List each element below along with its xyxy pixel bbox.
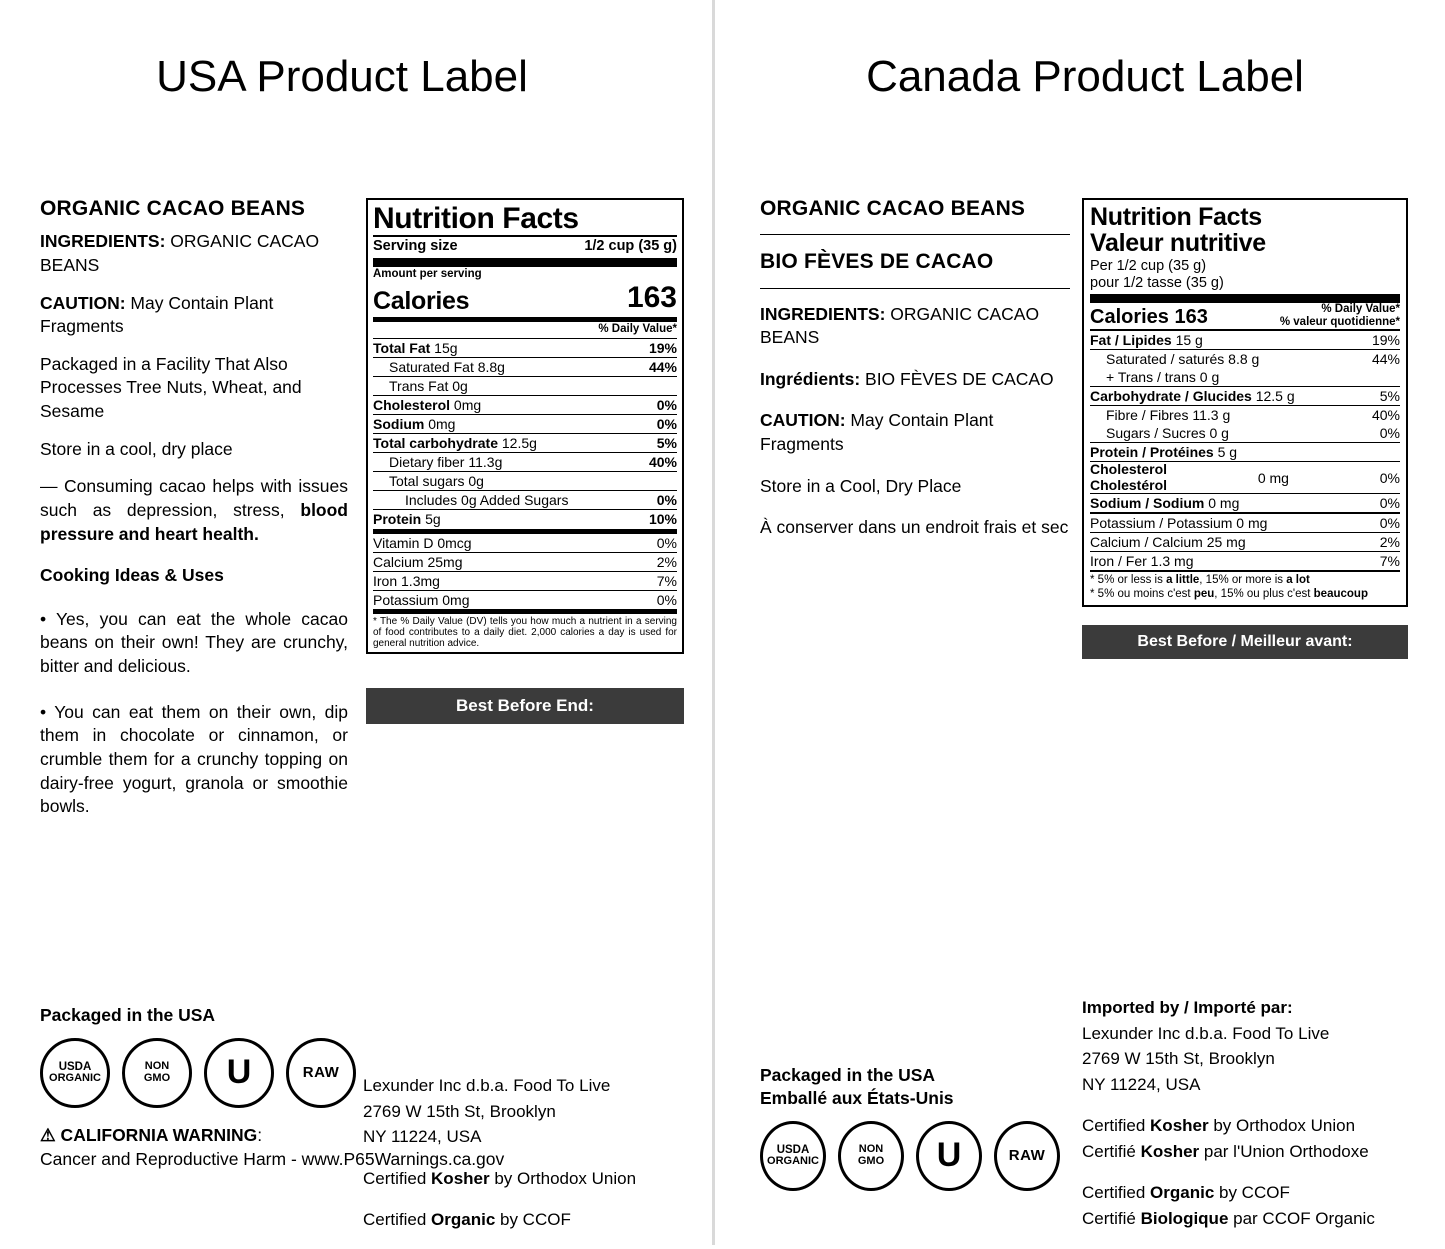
canada-row-4-label: Fibre / Fibres 11.3 g bbox=[1106, 407, 1231, 423]
canada-footnote-fr-c: , 15% ou plus c'est bbox=[1214, 587, 1314, 600]
canada-footnote-fr-a: * 5% ou moins c'est bbox=[1090, 587, 1194, 600]
non-gmo-badge-line2: GMO bbox=[857, 1155, 885, 1167]
usa-caution-label: CAUTION: bbox=[40, 292, 126, 313]
table-row bbox=[373, 358, 677, 376]
usa-micro-2-label: Iron 1.3mg bbox=[373, 572, 440, 589]
canada-cholesterol-label-fr: Cholestérol bbox=[1090, 476, 1168, 493]
canada-mineral-0-label: Potassium / Potassium 0 mg bbox=[1090, 515, 1268, 532]
usa-kosher-bold: Kosher bbox=[431, 1168, 490, 1188]
usa-organic-cert bbox=[363, 1207, 693, 1233]
canada-row-1-label: Saturated / saturés 8.8 g bbox=[1106, 350, 1260, 367]
canada-best-before-bar: Best Before / Meilleur avant: bbox=[1082, 625, 1408, 659]
usa-row-0-label: Total Fat bbox=[373, 339, 431, 356]
usa-bullet-2: • You can eat them on their own, dip them in chocolate or cinnamon, or crumble them for a crunchy topping on dairy-free yogurt, granola or smoothie bowls. bbox=[40, 701, 348, 817]
usa-company-name: Lexunder Inc d.b.a. Food To Live bbox=[363, 1076, 611, 1095]
usa-kosher-cert bbox=[363, 1166, 693, 1192]
canada-packaged-en: Packaged in the USA bbox=[760, 1065, 936, 1085]
usa-row-4-dv: 0% bbox=[656, 415, 677, 432]
canada-row-4-dv: 40% bbox=[1371, 407, 1400, 423]
canada-row-3-dv: 5% bbox=[1379, 387, 1400, 404]
canada-nutrition-facts-panel bbox=[1082, 198, 1408, 659]
non-gmo-badge-line2: GMO bbox=[143, 1072, 171, 1084]
non-gmo-badge bbox=[122, 1038, 192, 1108]
canada-cholesterol-row bbox=[1090, 462, 1400, 493]
usa-row-7-label: Total sugars 0g bbox=[389, 473, 484, 490]
canada-row-5-dv: 0% bbox=[1379, 425, 1400, 442]
canada-product-name-fr: BIO FÈVES DE CACAO bbox=[760, 250, 994, 274]
table-row bbox=[1090, 406, 1400, 424]
usa-micro-0-dv: 0% bbox=[656, 534, 677, 551]
usa-row-9-value: 5g bbox=[421, 511, 441, 528]
kosher-u-badge-letter: U bbox=[936, 1136, 962, 1175]
canada-caution-text: May Contain Plant Fragments bbox=[760, 410, 994, 454]
non-gmo-badge bbox=[838, 1121, 904, 1191]
canada-row-5-label: Sugars / Sucres 0 g bbox=[1106, 425, 1229, 442]
usa-row-9-dv: 10% bbox=[648, 511, 677, 528]
canada-footnote-en-c: , 15% or more is bbox=[1199, 574, 1287, 587]
canada-imported-heading: Imported by / Importé par: bbox=[1082, 998, 1293, 1017]
usa-storage: Store in a cool, dry place bbox=[40, 438, 233, 459]
canada-mineral-1-label: Calcium / Calcium 25 mg bbox=[1090, 534, 1246, 551]
usa-footer bbox=[40, 1005, 690, 1229]
canada-kosher-cert-fr bbox=[1082, 1139, 1422, 1165]
usa-ingredients bbox=[40, 230, 348, 277]
canada-divider-1 bbox=[760, 234, 1070, 235]
canada-organic-post: by CCOF bbox=[1214, 1183, 1290, 1202]
usa-row-0-value: 15g bbox=[430, 339, 458, 356]
canada-dv-header bbox=[1280, 303, 1400, 328]
table-row bbox=[373, 591, 677, 609]
table-row bbox=[1090, 514, 1400, 532]
usa-amount-per-serving: Amount per serving bbox=[373, 267, 482, 280]
canada-panel-title: Canada Product Label bbox=[866, 52, 1304, 101]
canada-organic-pre: Certified bbox=[1082, 1183, 1151, 1202]
usa-micro-0-label: Vitamin D 0mcg bbox=[373, 534, 472, 551]
usa-text-column bbox=[40, 196, 348, 833]
usa-panel bbox=[0, 0, 712, 1245]
canada-cholesterol-value: 0 mg bbox=[1257, 469, 1289, 486]
usa-row-1-label: Saturated Fat 8.8g bbox=[389, 358, 505, 375]
canada-nutrition-box bbox=[1082, 198, 1408, 607]
usa-row-9-label: Protein bbox=[373, 511, 422, 528]
canada-sodium-row bbox=[1090, 494, 1400, 512]
usa-row-4-label: Sodium bbox=[373, 415, 425, 432]
usa-calories-label: Calories bbox=[373, 286, 470, 315]
canada-nf-title-fr: Valeur nutritive bbox=[1090, 229, 1266, 257]
canada-storage-en: Store in a Cool, Dry Place bbox=[760, 475, 962, 496]
table-row bbox=[373, 415, 677, 433]
canada-packaged-fr: Emballé aux États-Unis bbox=[760, 1088, 954, 1108]
usa-benefit bbox=[40, 475, 348, 546]
usa-best-before-bar: Best Before End: bbox=[366, 688, 684, 724]
canada-organic-cert-fr bbox=[1082, 1206, 1422, 1232]
canada-kosher-fr-bold: Kosher bbox=[1140, 1141, 1200, 1161]
canada-dv-en: % Daily Value* bbox=[1321, 303, 1400, 316]
canada-nf-footnote bbox=[1090, 572, 1400, 601]
usa-bullet-1: • Yes, you can eat the whole cacao beans on their own! They are crunchy, bitter and delicious. bbox=[40, 608, 348, 676]
canada-text-column bbox=[760, 196, 1070, 554]
usa-micro-1-label: Calcium 25mg bbox=[373, 553, 463, 570]
usa-organic-pre: Certified bbox=[363, 1210, 432, 1229]
canada-certification-badges bbox=[760, 1121, 1060, 1191]
usa-cooking-heading: Cooking Ideas & Uses bbox=[40, 565, 224, 586]
table-row bbox=[1090, 331, 1400, 349]
usa-ingredients-label: INGREDIENTS: bbox=[40, 231, 166, 252]
canada-footer-left bbox=[760, 1065, 1060, 1191]
usa-row-1-dv: 44% bbox=[648, 358, 677, 375]
canada-sodium-label: Sodium / Sodium bbox=[1090, 495, 1205, 512]
canada-company-name: Lexunder Inc d.b.a. Food To Live bbox=[1082, 1023, 1330, 1043]
usa-company-city: NY 11224, USA bbox=[363, 1127, 482, 1146]
usda-organic-badge bbox=[40, 1038, 110, 1108]
non-gmo-badge-line1: NON bbox=[144, 1060, 170, 1073]
usa-prop65-colon: : bbox=[257, 1125, 263, 1145]
table-row bbox=[373, 339, 677, 357]
usda-organic-badge-line2: ORGANIC bbox=[767, 1155, 819, 1168]
canada-mineral-2-label: Iron / Fer 1.3 mg bbox=[1090, 553, 1194, 570]
canada-ingredients-text-en: ORGANIC CACAO BEANS bbox=[760, 303, 1040, 348]
raw-badge bbox=[994, 1121, 1060, 1191]
usa-micro-2-dv: 7% bbox=[656, 572, 677, 589]
canada-row-0-dv: 19% bbox=[1371, 331, 1400, 348]
usa-packaged-heading: Packaged in the USA bbox=[40, 1005, 216, 1025]
usa-organic-bold: Organic bbox=[431, 1210, 496, 1229]
canada-footnote-en-a: * 5% or less is bbox=[1090, 574, 1167, 587]
canada-calories-label: Calories 163 bbox=[1090, 305, 1208, 328]
canada-mineral-0-dv: 0% bbox=[1379, 515, 1400, 532]
usa-kosher-pre: Certified bbox=[363, 1168, 432, 1188]
canada-organic-fr-bold: Biologique bbox=[1140, 1208, 1229, 1228]
canada-organic-fr-pre: Certifié bbox=[1082, 1208, 1141, 1228]
usa-prop65-body: Cancer and Reproductive Harm - www.P65Warnings.ca.gov bbox=[40, 1148, 505, 1169]
canada-cholesterol-label-en: Cholesterol bbox=[1090, 461, 1168, 478]
usa-row-8-label: Includes 0g Added Sugars bbox=[405, 492, 569, 509]
canada-company-street: 2769 W 15th St, Brooklyn bbox=[1082, 1049, 1275, 1068]
usa-benefit-text: — Consuming cacao helps with issues such as depression, stress, bbox=[40, 476, 348, 520]
canada-cholesterol-dv: 0% bbox=[1379, 469, 1400, 486]
canada-row-1-dv: 44% bbox=[1371, 350, 1400, 367]
usa-nutrition-facts-panel bbox=[366, 198, 684, 724]
usda-organic-badge bbox=[760, 1121, 826, 1191]
usa-product-name: ORGANIC CACAO BEANS bbox=[40, 197, 306, 220]
canada-divider-2 bbox=[760, 288, 1070, 289]
table-row bbox=[1090, 552, 1400, 570]
usa-kosher-post: by Orthodox Union bbox=[489, 1168, 637, 1188]
canada-footer-right bbox=[1082, 995, 1422, 1231]
canada-caution-label: CAUTION: bbox=[760, 410, 846, 431]
usa-caution-text: May Contain Plant Fragments bbox=[40, 292, 274, 337]
canada-sodium-value: 0 mg bbox=[1204, 495, 1240, 512]
canada-serving-fr: pour 1/2 tasse (35 g) bbox=[1090, 274, 1224, 291]
canada-row-3-label: Carbohydrate / Glucides bbox=[1090, 387, 1252, 404]
usa-prop65-title: ⚠ CALIFORNIA WARNING bbox=[40, 1125, 258, 1145]
usa-company-street: 2769 W 15th St, Brooklyn bbox=[363, 1101, 556, 1121]
canada-kosher-post: by Orthodox Union bbox=[1208, 1116, 1356, 1135]
canada-nf-title-en: Nutrition Facts bbox=[1090, 203, 1262, 231]
usa-nf-title: Nutrition Facts bbox=[373, 202, 579, 235]
usa-company-address-block bbox=[363, 1073, 693, 1249]
usa-row-0-dv: 19% bbox=[648, 339, 677, 356]
usa-row-3-label: Cholesterol bbox=[373, 396, 451, 413]
canada-footnote-en-b: a little bbox=[1166, 574, 1200, 587]
canada-ingredients-label-fr: Ingrédients: bbox=[760, 368, 861, 389]
raw-badge-label: RAW bbox=[302, 1064, 340, 1082]
table-row bbox=[373, 553, 677, 571]
usa-calories-value: 163 bbox=[626, 280, 677, 314]
canada-kosher-fr-pre: Certifié bbox=[1082, 1141, 1141, 1161]
usa-ingredients-text: ORGANIC CACAO BEANS bbox=[40, 231, 320, 275]
usa-row-8-dv: 0% bbox=[656, 492, 677, 509]
usa-nutrition-box bbox=[366, 198, 684, 654]
table-row bbox=[373, 491, 677, 509]
table-row bbox=[1090, 350, 1400, 368]
canada-ingredients-text-fr: BIO FÈVES DE CACAO bbox=[860, 368, 1054, 389]
canada-dv-fr: % valeur quotidienne* bbox=[1279, 315, 1400, 328]
usa-calories-row bbox=[373, 281, 677, 316]
usa-serving-size-row bbox=[373, 237, 677, 256]
canada-kosher-pre: Certified bbox=[1082, 1116, 1151, 1135]
canada-row-0-value: 15 g bbox=[1171, 331, 1203, 348]
usa-allergen-statement: Packaged in a Facility That Also Processes Tree Nuts, Wheat, and Sesame bbox=[40, 353, 302, 421]
canada-row-0-label: Fat / Lipides bbox=[1090, 331, 1172, 348]
table-row bbox=[373, 472, 677, 490]
canada-ingredients-fr bbox=[760, 368, 1070, 392]
usda-organic-badge-line2: ORGANIC bbox=[49, 1072, 101, 1085]
kosher-u-badge-letter: U bbox=[226, 1053, 252, 1092]
table-row bbox=[1090, 387, 1400, 405]
table-row bbox=[1090, 443, 1400, 461]
canada-product-name-en: ORGANIC CACAO BEANS bbox=[760, 197, 1026, 220]
usa-row-6-label: Dietary fiber 11.3g bbox=[389, 454, 503, 471]
canada-ingredients-label-en: INGREDIENTS: bbox=[760, 303, 886, 324]
usda-organic-badge-line1: USDA bbox=[776, 1144, 810, 1157]
table-row bbox=[373, 534, 677, 552]
usa-row-3-dv: 0% bbox=[656, 396, 677, 413]
canada-mineral-1-dv: 2% bbox=[1379, 534, 1400, 551]
table-row bbox=[373, 510, 677, 528]
usa-nutrient-rows bbox=[373, 339, 677, 529]
usa-serving-size-value: 1/2 cup (35 g) bbox=[584, 238, 677, 254]
usa-row-2-label: Trans Fat 0g bbox=[389, 377, 468, 394]
table-row bbox=[373, 377, 677, 395]
canada-organic-cert-en bbox=[1082, 1180, 1422, 1206]
canada-footnote-fr-d: beaucoup bbox=[1313, 587, 1368, 600]
usa-row-3-value: 0mg bbox=[450, 396, 482, 413]
usa-row-6-dv: 40% bbox=[648, 454, 677, 471]
usa-panel-title: USA Product Label bbox=[156, 52, 528, 101]
table-row bbox=[1090, 424, 1400, 442]
canada-sodium-dv: 0% bbox=[1379, 495, 1400, 512]
usa-caution bbox=[40, 292, 348, 339]
usa-dv-header: % Daily Value* bbox=[598, 323, 677, 336]
canada-kosher-bold: Kosher bbox=[1150, 1116, 1209, 1135]
canada-row-3-value: 12.5 g bbox=[1251, 387, 1295, 404]
canada-kosher-cert-en bbox=[1082, 1113, 1422, 1139]
non-gmo-badge-line1: NON bbox=[858, 1143, 884, 1156]
raw-badge-label: RAW bbox=[1008, 1147, 1046, 1165]
usa-serving-size-label: Serving size bbox=[373, 238, 458, 254]
table-row bbox=[373, 396, 677, 414]
table-row bbox=[373, 453, 677, 471]
canada-company-city: NY 11224, USA bbox=[1082, 1074, 1201, 1094]
canada-ingredients-en bbox=[760, 303, 1070, 350]
table-row bbox=[373, 434, 677, 452]
table-row bbox=[1090, 533, 1400, 551]
canada-calories-row bbox=[1090, 303, 1400, 328]
kosher-u-badge bbox=[916, 1121, 982, 1191]
usa-row-5-label: Total carbohydrate bbox=[373, 435, 498, 452]
kosher-u-badge bbox=[204, 1038, 274, 1108]
canada-footnote-en-d: a lot bbox=[1286, 574, 1310, 587]
usa-micro-3-label: Potassium 0mg bbox=[373, 591, 470, 608]
canada-kosher-fr-post: par l'Union Orthodoxe bbox=[1199, 1141, 1369, 1161]
canada-row-6-label: Protein / Protéines bbox=[1090, 444, 1214, 461]
usa-micro-3-dv: 0% bbox=[656, 591, 677, 608]
usa-row-4-value: 0mg bbox=[424, 415, 456, 432]
table-row bbox=[373, 572, 677, 590]
usa-row-5-dv: 5% bbox=[656, 435, 677, 452]
table-row bbox=[1090, 368, 1400, 386]
canada-caution bbox=[760, 409, 1070, 456]
usa-nf-footnote: * The % Daily Value (DV) tells you how much a nutrient in a serving of food contributes to a daily diet. 2,000 calories a day is used for general nutrition advice. bbox=[373, 615, 677, 650]
usa-benefit-emphasis: blood pressure and heart health. bbox=[40, 499, 348, 544]
canada-row-6-value: 5 g bbox=[1213, 444, 1238, 461]
usa-micro-1-dv: 2% bbox=[656, 553, 677, 570]
canada-serving-en: Per 1/2 cup (35 g) bbox=[1090, 258, 1207, 274]
canada-footnote-fr-b: peu bbox=[1193, 587, 1215, 600]
canada-mineral-2-dv: 7% bbox=[1379, 553, 1400, 570]
usa-row-5-value: 12.5g bbox=[498, 435, 537, 452]
canada-row-2-label: + Trans / trans 0 g bbox=[1106, 368, 1220, 385]
usda-organic-badge-line1: USDA bbox=[58, 1061, 92, 1074]
canada-organic-bold: Organic bbox=[1150, 1183, 1215, 1202]
canada-organic-fr-post: par CCOF Organic bbox=[1228, 1208, 1375, 1228]
raw-badge bbox=[286, 1038, 356, 1108]
canada-storage-fr: À conserver dans un endroit frais et sec bbox=[760, 517, 1069, 538]
usa-organic-post: by CCOF bbox=[495, 1210, 571, 1229]
